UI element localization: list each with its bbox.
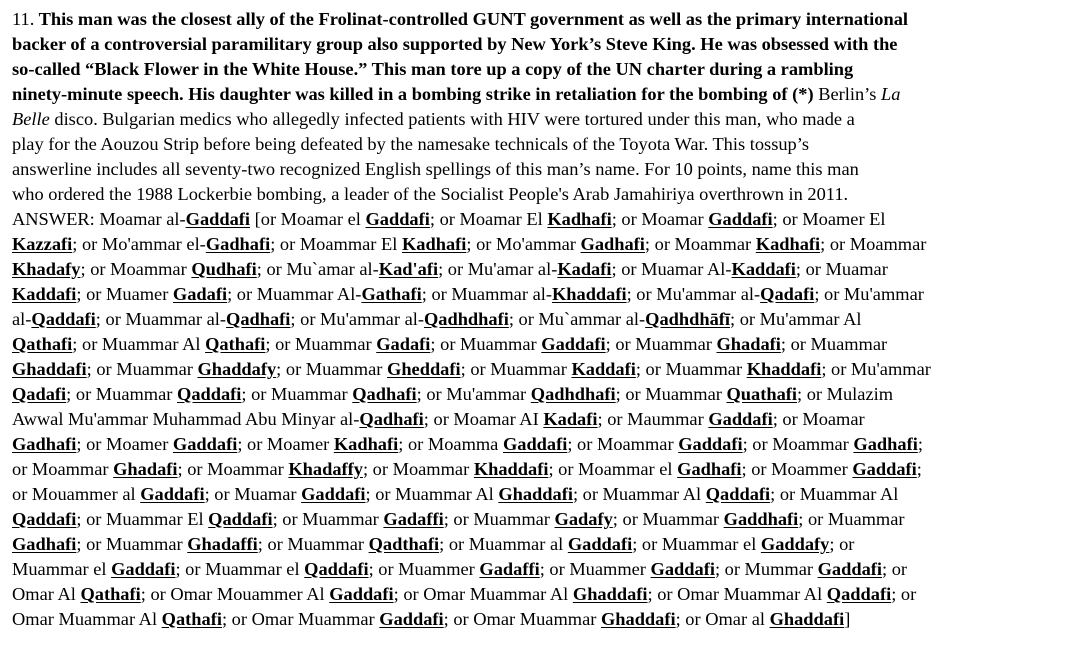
plain-text: ; or Muammar: [272, 509, 384, 529]
plain-text: ; or Moammar el: [548, 459, 678, 479]
answer-keyword: Qadhdhafi: [423, 309, 509, 329]
plain-text: ; or Muammar el: [632, 534, 761, 554]
plain-text: Muammar el: [12, 559, 112, 579]
answer-keyword: Gaddafi: [329, 584, 394, 604]
italic-text: La: [881, 84, 901, 104]
text-line: [12, 407, 1078, 432]
plain-text: ANSWER: Moamar al-: [12, 209, 186, 229]
answer-keyword: Ghaddafi: [572, 584, 648, 604]
plain-text: al-: [12, 309, 32, 329]
plain-text: ; or Mu'ammar al-: [626, 284, 761, 304]
plain-text: Awwal Mu'ammar Muhammad Abu Minyar al-: [12, 409, 360, 429]
answer-keyword: Ghadafi: [716, 334, 781, 354]
answer-keyword: Gaddafi: [502, 434, 568, 454]
text-line: [12, 232, 1078, 257]
answer-keyword: Qathafi: [12, 334, 73, 354]
text-line: [12, 357, 1078, 382]
answer-keyword: Quathafi: [726, 384, 797, 404]
answer-keyword: Qadhafi: [352, 384, 417, 404]
answer-keyword: Kadafi: [557, 259, 612, 279]
answer-keyword: Gadafi: [172, 284, 228, 304]
answer-keyword: Gaddafi: [678, 434, 743, 454]
answer-keyword: Gadafy: [554, 509, 613, 529]
question-number: 11.: [12, 9, 35, 29]
plain-text: ; or Muammar: [257, 534, 369, 554]
answer-keyword: Qathafi: [161, 609, 222, 629]
plain-text: ; or Moammar: [820, 234, 927, 254]
answer-keyword: Khaddafi: [473, 459, 549, 479]
answer-keyword: Kadhafi: [547, 209, 612, 229]
answer-keyword: Qaddafi: [705, 484, 771, 504]
answer-keyword: Kadhafi: [333, 434, 399, 454]
plain-text: ; or Muammar: [443, 509, 555, 529]
answer-keyword: Gaddafi: [379, 609, 444, 629]
answer-keyword: Kadhafi: [401, 234, 467, 254]
plain-text: ; or Moammar: [644, 234, 756, 254]
text-line: [12, 107, 1078, 132]
plain-text: ; or Muammar El: [76, 509, 209, 529]
plain-text: ; or: [882, 559, 908, 579]
plain-text: ;: [916, 459, 922, 479]
answer-keyword: Kazzafi: [12, 234, 73, 254]
text-line: [12, 157, 1078, 182]
power-text: This man was the closest ally of the Frolinat-controlled GUNT government as well as the primary international: [34, 9, 909, 29]
plain-text: ; or Muammar: [635, 359, 747, 379]
answer-keyword: Gaddafi: [185, 209, 251, 229]
answer-keyword: Gheddafi: [387, 359, 461, 379]
text-line: [12, 432, 1078, 457]
plain-text: ; or Muammar: [76, 534, 188, 554]
answer-keyword: Qaddafi: [177, 384, 242, 404]
plain-text: ; or Mu`ammar al-: [508, 309, 646, 329]
answer-keyword: Qaddafi: [12, 509, 77, 529]
text-line: [12, 607, 1078, 632]
plain-text: Omar Al: [12, 584, 81, 604]
answer-keyword: Qaddafi: [31, 309, 96, 329]
plain-text: ; or Moamer: [237, 434, 334, 454]
answer-keyword: Gadhafi: [677, 459, 742, 479]
answer-keyword: Gadaffi: [383, 509, 444, 529]
plain-text: ; or Muammar al-: [95, 309, 227, 329]
plain-text: ; or Omar Muammar: [443, 609, 601, 629]
plain-text: ; or Moammar: [362, 459, 474, 479]
plain-text: ; or Moammar: [80, 259, 192, 279]
answer-text: [12, 207, 1078, 632]
plain-text: ; or Omar Muammar: [221, 609, 380, 629]
answer-keyword: Gaddafi: [111, 559, 176, 579]
plain-text: ; or Muammar: [780, 334, 888, 354]
text-line: [12, 582, 1078, 607]
plain-text: ; or Muamar Al-: [611, 259, 732, 279]
text-line: [12, 557, 1078, 582]
answer-keyword: Gadhafi: [12, 434, 77, 454]
text-line: [12, 507, 1078, 532]
plain-text: ; or Muammar Al-: [227, 284, 362, 304]
answer-keyword: Ghaddafi: [769, 609, 845, 629]
answer-keyword: Qathafi: [80, 584, 141, 604]
answer-keyword: Gaddafi: [172, 434, 238, 454]
question-text: [12, 7, 1078, 207]
answer-keyword: Khaddafi: [746, 359, 822, 379]
text-line: [12, 132, 1078, 157]
answer-keyword: Qudhafi: [191, 259, 257, 279]
answer-keyword: Ghaddafi: [600, 609, 676, 629]
tossup-document: [12, 7, 1078, 632]
plain-text: ; or Muamar: [204, 484, 302, 504]
answer-keyword: Khadafy: [12, 259, 81, 279]
answer-keyword: Gaddafi: [140, 484, 205, 504]
text-line: [12, 307, 1078, 332]
answer-keyword: Qaddafi: [304, 559, 369, 579]
plain-text: ; or Muammar: [430, 334, 542, 354]
answer-keyword: Kaddafi: [731, 259, 796, 279]
plain-text: or Moammar: [12, 459, 114, 479]
plain-text: ; or Muammar al-: [421, 284, 552, 304]
plain-text: ; or Muammar Al: [365, 484, 499, 504]
power-text: ninety-minute speech. His daughter was killed in a bombing strike in retaliation for the bombing of (*): [12, 84, 814, 104]
answer-keyword: Gaddafi: [708, 409, 773, 429]
answer-keyword: Gadafi: [376, 334, 431, 354]
plain-text: ; or Muammar: [66, 384, 178, 404]
plain-text: ; or Omar Muammar Al: [393, 584, 573, 604]
plain-text: ; or Omar Muammar Al: [647, 584, 827, 604]
text-line: [12, 457, 1078, 482]
plain-text: ; or Omar al: [675, 609, 770, 629]
answer-keyword: Gaddafi: [852, 459, 917, 479]
answer-keyword: Ghaddafi: [12, 359, 87, 379]
plain-text: ; or Muammar: [460, 359, 572, 379]
answer-keyword: Gadhafi: [12, 534, 77, 554]
answer-keyword: Ghadafi: [113, 459, 178, 479]
plain-text: ; or Moamar: [772, 409, 865, 429]
plain-text: ; or Muammer: [539, 559, 651, 579]
plain-text: ; or Muammar el: [175, 559, 305, 579]
plain-text: Berlin’s: [813, 84, 882, 104]
plain-text: ; or Mu'ammar: [814, 284, 924, 304]
answer-keyword: Kadhafi: [755, 234, 821, 254]
plain-text: ; or Mu'amar al-: [438, 259, 558, 279]
answer-keyword: Khadaffy: [288, 459, 363, 479]
plain-text: ; or Muamer: [76, 284, 173, 304]
plain-text: ; or Moamar El: [429, 209, 548, 229]
plain-text: ; or Muammar al: [439, 534, 568, 554]
text-line: [12, 207, 1078, 232]
plain-text: disco. Bulgarian medics who allegedly infected patients with HIV were tortured under this man, who made a: [49, 109, 855, 129]
plain-text: ; or Muamar: [795, 259, 888, 279]
plain-text: or Mouammer al: [12, 484, 141, 504]
plain-text: ; or Mo'ammar: [466, 234, 581, 254]
power-text: backer of a controversial paramilitary group also supported by New York’s Steve King. He was obsessed with the: [12, 34, 898, 54]
answer-keyword: Ghaddafi: [498, 484, 573, 504]
plain-text: ; or Moammar: [567, 434, 679, 454]
answer-keyword: Khaddafi: [551, 284, 627, 304]
text-line: [12, 282, 1078, 307]
plain-text: ; or Muammer: [368, 559, 480, 579]
plain-text: ; or Mulazim: [797, 384, 894, 404]
plain-text: ; or Moammer: [741, 459, 853, 479]
answer-keyword: Qadthafi: [368, 534, 440, 554]
answer-keyword: Qadhdhafi: [530, 384, 616, 404]
answer-keyword: Gaddafy: [760, 534, 830, 554]
plain-text: ; or Muammar: [86, 359, 198, 379]
power-text: so-called “Black Flower in the White House.” This man tore up a copy of the UN charter during a rambling: [12, 59, 854, 79]
text-line: [12, 332, 1078, 357]
answer-keyword: Qaddafi: [208, 509, 273, 529]
plain-text: ; or Muammar: [605, 334, 717, 354]
answer-keyword: Gaddafi: [541, 334, 606, 354]
answer-keyword: Kadafi: [543, 409, 598, 429]
text-line: [12, 32, 1078, 57]
plain-text: ; or Mummar: [714, 559, 818, 579]
answer-keyword: Kaddafi: [571, 359, 636, 379]
plain-text: ; or: [891, 584, 917, 604]
answer-keyword: Gaddhafi: [723, 509, 799, 529]
answer-keyword: Gadhafi: [853, 434, 918, 454]
plain-text: ; or Moamer El: [772, 209, 886, 229]
answer-keyword: Gaddafi: [708, 209, 773, 229]
plain-text: ; or Moamar: [611, 209, 709, 229]
answer-keyword: Gaddafi: [365, 209, 430, 229]
plain-text: ]: [844, 609, 851, 629]
answer-keyword: Qaddafi: [826, 584, 892, 604]
answer-keyword: Ghadaffi: [187, 534, 258, 554]
answer-keyword: Qadafi: [12, 384, 67, 404]
answer-keyword: Gadaffi: [479, 559, 540, 579]
plain-text: ; or Maummar: [597, 409, 709, 429]
italic-text: Belle: [12, 109, 50, 129]
plain-text: ;: [917, 434, 923, 454]
plain-text: ; or Muammar Al: [72, 334, 206, 354]
plain-text: ; or Moamar AI: [423, 409, 544, 429]
plain-text: ; or Moamer: [76, 434, 173, 454]
answer-keyword: Qadhdhāfī: [645, 309, 731, 329]
plain-text: ; or Moammar El: [270, 234, 402, 254]
answer-keyword: Gaddafi: [817, 559, 882, 579]
plain-text: ; or Muammar: [265, 334, 377, 354]
plain-text: ; or: [829, 534, 855, 554]
answer-keyword: Qathafi: [205, 334, 266, 354]
answer-keyword: Gadhafi: [205, 234, 271, 254]
answer-keyword: Gaddafi: [650, 559, 715, 579]
plain-text: ; or Mu`amar al-: [256, 259, 379, 279]
plain-text: answerline includes all seventy-two recognized English spellings of this man’s name. For 10 points, name this man: [12, 159, 859, 179]
answer-keyword: Gaddafi: [301, 484, 366, 504]
plain-text: ; or Muammar: [612, 509, 724, 529]
text-line: [12, 7, 1078, 32]
answer-keyword: Ghaddafy: [197, 359, 277, 379]
text-line: [12, 182, 1078, 207]
plain-text: ; or Moammar: [742, 434, 854, 454]
text-line: [12, 82, 1078, 107]
plain-text: ; or Mu'ammar: [416, 384, 531, 404]
answer-keyword: Kaddafi: [12, 284, 77, 304]
plain-text: who ordered the 1988 Lockerbie bombing, a leader of the Socialist People's Arab Jamahiriya overthrown in 2011.: [12, 184, 849, 204]
plain-text: play for the Aouzou Strip before being defeated by the namesake technicals of the Toyota War. This tossup’s: [12, 134, 810, 154]
text-line: [12, 482, 1078, 507]
plain-text: ; or Muammar: [241, 384, 353, 404]
plain-text: Omar Muammar Al: [12, 609, 162, 629]
plain-text: ; or Mu'ammar al-: [290, 309, 424, 329]
text-line: [12, 257, 1078, 282]
answer-keyword: Gaddafi: [567, 534, 633, 554]
answer-keyword: Qadafi: [760, 284, 815, 304]
answer-keyword: Qadhafi: [226, 309, 291, 329]
plain-text: ; or Moammar: [177, 459, 289, 479]
plain-text: ; or Muammar Al: [770, 484, 899, 504]
answer-keyword: Gathafi: [361, 284, 422, 304]
plain-text: ; or Muammar: [276, 359, 388, 379]
text-line: [12, 532, 1078, 557]
plain-text: ; or Mu'ammar Al: [730, 309, 862, 329]
plain-text: ; or Muammar Al: [572, 484, 706, 504]
text-line: [12, 57, 1078, 82]
plain-text: ; or Muammar: [798, 509, 905, 529]
plain-text: ; or Moamma: [398, 434, 503, 454]
plain-text: ; or Mu'ammar: [821, 359, 931, 379]
plain-text: ; or Mo'ammar el-: [72, 234, 206, 254]
answer-keyword: Gadhafi: [580, 234, 645, 254]
answer-keyword: Kad'afi: [378, 259, 439, 279]
plain-text: ; or Omar Mouammer Al: [140, 584, 330, 604]
plain-text: ; or Muammar: [615, 384, 727, 404]
text-line: [12, 382, 1078, 407]
answer-keyword: Qadhafi: [359, 409, 424, 429]
plain-text: [or Moamar el: [250, 209, 366, 229]
